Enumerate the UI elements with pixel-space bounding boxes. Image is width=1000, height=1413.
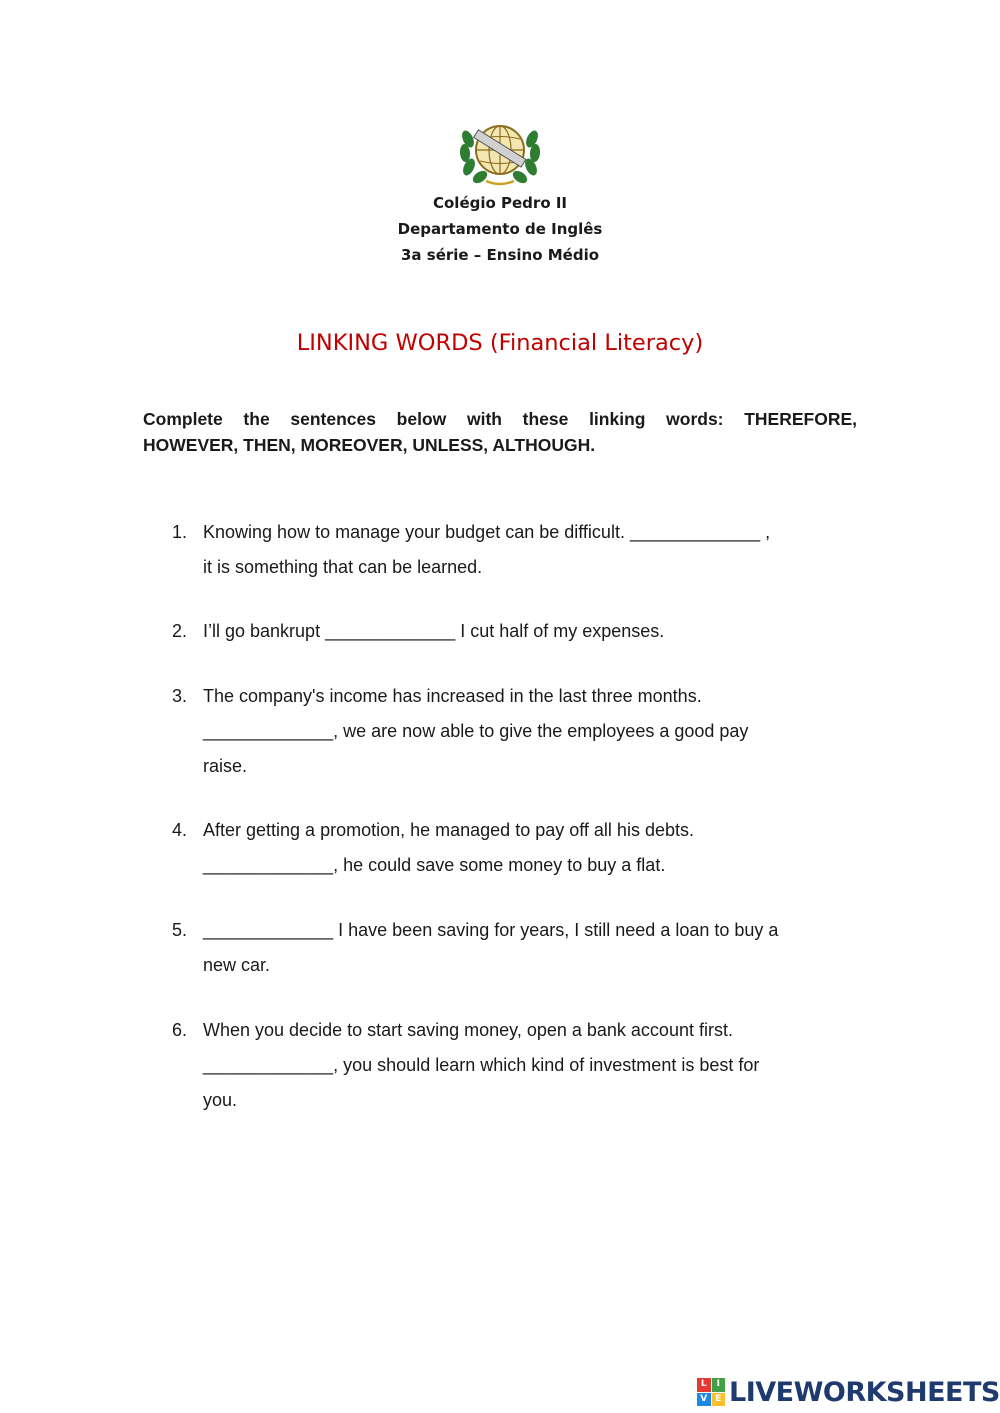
item-text xyxy=(203,813,863,883)
item-line: it is something that can be learned. xyxy=(203,557,483,577)
item-line: _____________, you should learn which kind of investment is best for xyxy=(203,1055,760,1075)
item-line: Knowing how to manage your budget can be difficult. _____________ , xyxy=(203,522,771,542)
badge-letter: E xyxy=(712,1393,726,1407)
badge-letter: L xyxy=(697,1378,711,1392)
liveworksheets-brand-text: LIVEWORKSHEETS xyxy=(729,1376,1000,1408)
badge-letter: I xyxy=(712,1378,726,1392)
instruction-text xyxy=(143,406,857,458)
item-number: 2. xyxy=(172,621,188,641)
badge-letter: V xyxy=(697,1393,711,1407)
item-line: you. xyxy=(203,1090,238,1110)
item-line: _____________, we are now able to give the employees a good pay xyxy=(203,721,749,741)
item-line: _____________, he could save some money to buy a flat. xyxy=(203,855,666,875)
item-number: 3. xyxy=(172,686,188,706)
instruction-line-2: HOWEVER, THEN, MOREOVER, UNLESS, ALTHOUGH. xyxy=(143,435,596,455)
item-line: After getting a promotion, he managed to pay off all his debts. xyxy=(203,820,694,840)
school-name: Colégio Pedro II xyxy=(432,194,568,212)
school-header xyxy=(0,190,1000,268)
department-name: Departamento de Inglês xyxy=(397,220,603,238)
ribbon-icon xyxy=(486,181,514,184)
item-line: _____________ I have been saving for years, I still need a loan to buy a xyxy=(203,920,779,940)
item-line: new car. xyxy=(203,955,271,975)
item-text xyxy=(203,679,863,784)
item-line: When you decide to start saving money, open a bank account first. xyxy=(203,1020,733,1040)
item-number: 5. xyxy=(172,920,188,940)
globe-icon xyxy=(474,126,526,174)
item-text xyxy=(203,614,863,649)
item-number: 4. xyxy=(172,820,188,840)
item-line: raise. xyxy=(203,756,248,776)
grade-level: 3a série – Ensino Médio xyxy=(400,246,600,264)
worksheet-title: LINKING WORDS (Financial Literacy) xyxy=(296,330,704,356)
school-crest-logo xyxy=(458,117,542,187)
item-text xyxy=(203,515,863,585)
item-text xyxy=(203,1013,863,1118)
liveworksheets-logo[interactable] xyxy=(697,1376,1000,1408)
item-number: 1. xyxy=(172,522,188,542)
item-text xyxy=(203,913,863,983)
liveworksheets-badge-icon xyxy=(697,1378,725,1406)
item-line: I’ll go bankrupt _____________ I cut half of my expenses. xyxy=(203,621,665,641)
item-number: 6. xyxy=(172,1020,188,1040)
instruction-line-1: Complete the sentences below with these linking words: THEREFORE, xyxy=(143,409,857,429)
item-line: The company's income has increased in the last three months. xyxy=(203,686,702,706)
